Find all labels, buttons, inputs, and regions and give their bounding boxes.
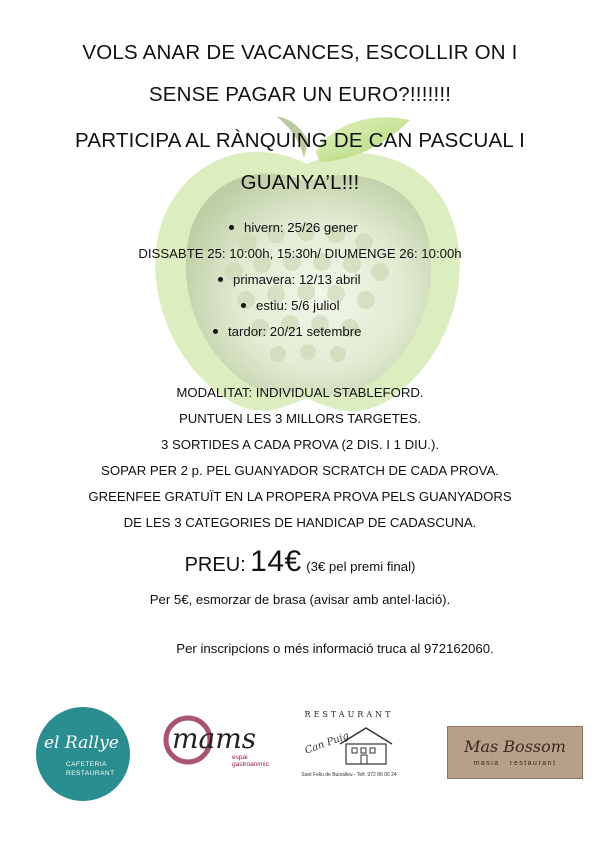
price-note: (3€ pel premi final) bbox=[306, 559, 416, 574]
rules-rounds: 3 SORTIDES A CADA PROVA (2 DIS. I 1 DIU.). bbox=[161, 437, 439, 452]
schedule-item-winter bbox=[229, 220, 358, 235]
rules-handicap-categories: DE LES 3 CATEGORIES DE HANDICAP DE CADASCUNA. bbox=[123, 515, 477, 530]
rules-greenfee-prize: GREENFEE GRATUÏT EN LA PROPERA PROVA PELS GUANYADORS bbox=[88, 489, 512, 504]
contact-info: Per inscripcions o més informació truca al 972162060. bbox=[176, 641, 494, 656]
mas-bossom-logo bbox=[447, 726, 583, 779]
bullet-icon bbox=[241, 303, 246, 308]
canpuig-name: Can Puig bbox=[303, 730, 351, 757]
mams-tagline: espai gastroanimic bbox=[232, 754, 269, 768]
rules-modality: MODALITAT: INDIVIDUAL STABLEFORD. bbox=[176, 385, 424, 400]
headline-line-4: GUANYA’L!!! bbox=[240, 171, 360, 194]
schedule-winter-text: hivern: 25/26 gener bbox=[244, 220, 358, 235]
rules-scoring: PUNTUEN LES 3 MILLORS TARGETES. bbox=[178, 411, 422, 426]
el-rallye-logo bbox=[36, 707, 130, 801]
headline-line-2: SENSE PAGAR UN EURO?!!!!!!! bbox=[148, 83, 452, 106]
schedule-autumn-text: tardor: 20/21 setembre bbox=[228, 324, 362, 339]
bossom-sub: masia restaurant bbox=[473, 760, 557, 767]
schedule-item-spring bbox=[218, 272, 361, 287]
canpuig-restaurant-label: RESTAURANT bbox=[304, 710, 394, 719]
mams-logo bbox=[160, 712, 284, 770]
golf-apple-illustration bbox=[148, 112, 466, 412]
rallye-cafeteria: CAFETERIA bbox=[66, 761, 107, 768]
rules-dinner-prize: SOPAR PER 2 p. PEL GUANYADOR SCRATCH DE CADA PROVA. bbox=[101, 463, 499, 478]
bossom-name: Mas Bossom bbox=[464, 737, 566, 756]
price-line bbox=[0, 545, 600, 584]
bullet-icon bbox=[229, 225, 234, 230]
price-label: PREU: bbox=[184, 554, 246, 576]
can-puig-logo bbox=[288, 710, 410, 782]
price-amount: 14€ bbox=[250, 545, 302, 578]
headline-line-3: PARTICIPA AL RÀNQUING DE CAN PASCUAL I bbox=[75, 129, 525, 152]
bullet-icon bbox=[213, 329, 218, 334]
headline-line-1: VOLS ANAR DE VACANCES, ESCOLLIR ON I bbox=[82, 41, 518, 64]
mams-name: mams bbox=[172, 722, 257, 755]
rallye-name: el Rallye bbox=[44, 733, 119, 753]
schedule-winter-times: DISSABTE 25: 10:00h, 15:30h/ DIUMENGE 26: 10:00h bbox=[138, 246, 462, 261]
breakfast-note: Per 5€, esmorzar de brasa (avisar amb antel·lació). bbox=[149, 592, 451, 607]
schedule-spring-text: primavera: 12/13 abril bbox=[233, 272, 361, 287]
bullet-icon bbox=[218, 277, 223, 282]
schedule-item-autumn bbox=[213, 324, 361, 339]
canpuig-address: Sant Feliu de Buixalleu - Telf. 972 86 00 24 bbox=[301, 772, 397, 778]
schedule-summer-text: estiu: 5/6 juliol bbox=[256, 298, 340, 313]
rallye-restaurant: RESTAURANT bbox=[66, 770, 115, 777]
schedule-item-summer bbox=[241, 298, 340, 313]
